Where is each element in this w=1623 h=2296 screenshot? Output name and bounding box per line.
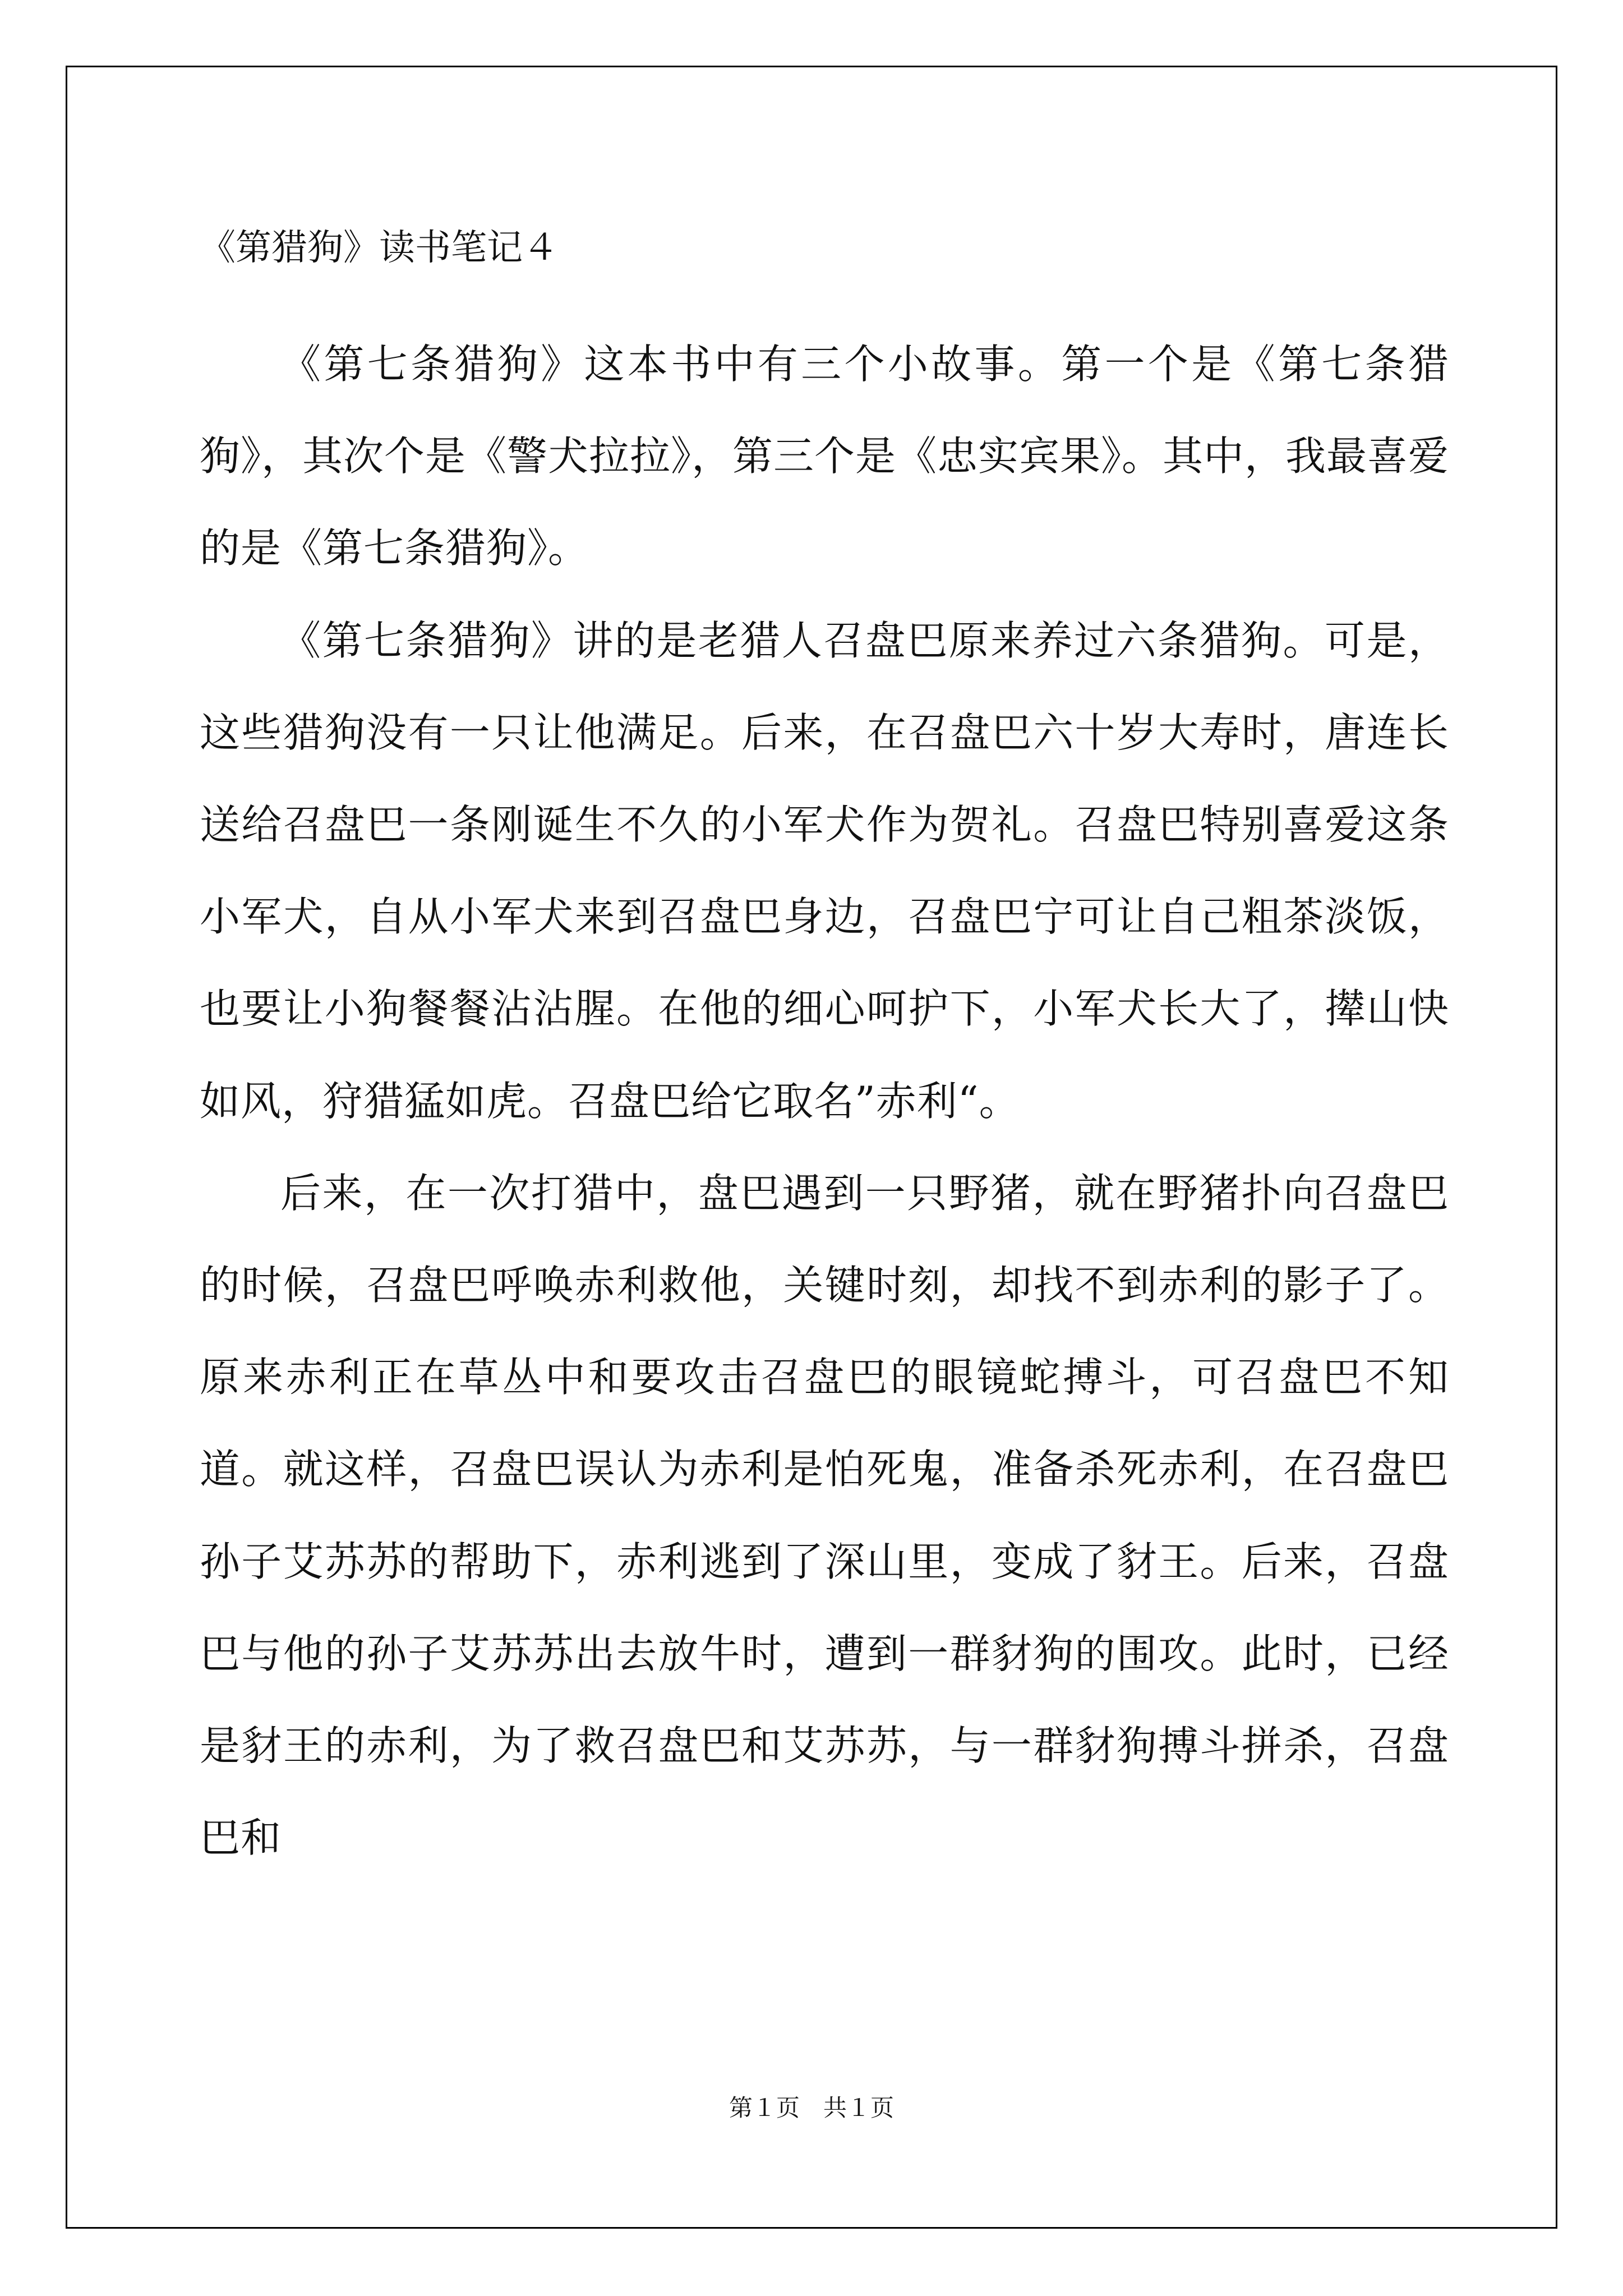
paragraph-2: 《第七条猎狗》讲的是老猎人召盘巴原来养过六条猎狗。可是，这些猎狗没有一只让他满足。后来，在召盘巴六十岁大寿时，唐连长送给召盘巴一条刚诞生不久的小军犬作为贺礼。召盘巴特别喜爱这条小军犬，自从小军犬来到召盘巴身边，召盘巴宁可让自己粗茶淡饭，也要让小狗餐餐沾沾腥。在他的细心呵护下，小军犬长大了，撵山快如风，狩猎猛如虎。召盘巴给它取名”赤利“。: [200, 616, 1449, 1125]
paragraph-3: 后来，在一次打猎中，盘巴遇到一只野猪，就在野猪扑向召盘巴的时候，召盘巴呼唤赤利救他，关键时刻，却找不到赤利的影子了。原来赤利正在草丛中和要攻击召盘巴的眼镜蛇搏斗，可召盘巴不知道。就这样，召盘巴误认为赤利是怕死鬼，准备杀死赤利，在召盘巴孙子艾苏苏的帮助下，赤利逃到了深山里，变成了豺王。后来，召盘巴与他的孙子艾苏苏出去放牛时，遭到一群豺狗的围攻。此时，已经是豺王的赤利，为了救召盘巴和艾苏苏，与一群豺狗搏斗拼杀，召盘巴和: [200, 1169, 1449, 1862]
document-title: 《第猎狗》读书笔记４: [200, 227, 559, 269]
document-body: [200, 318, 1449, 1884]
paragraph-1: 《第七条猎狗》这本书中有三个小故事。第一个是《第七条猎狗》，其次个是《警犬拉拉》，第三个是《忠实宾果》。其中，我最喜爱的是《第七条猎狗》。: [200, 341, 1450, 572]
page-number-footer: 第１页 共１页: [728, 2094, 894, 2122]
